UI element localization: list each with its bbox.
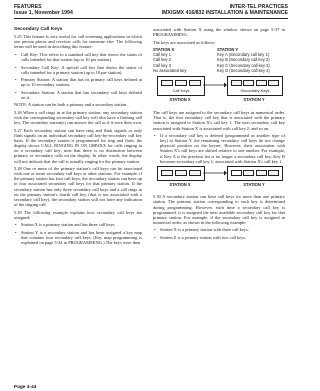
station-x-keyset — [157, 76, 205, 96]
bullet-deleted-key: • If a secondary call key is deleted (programmed as another type of key) at Station Y, the remaining secondary call keys do not change physical position on the keyset. However, their association with Station X's call keys are shifted relative to one another. For example, if Key A is the previous list is no longer a secondary call key, Key B becomes secondary call key 1, associated with Station X's call key 1. — [153, 133, 285, 164]
station-y-keyset — [227, 76, 283, 96]
paragraph-continued: associated with Station X using the window shown on page 5-37 in PROGRAMMING. — [153, 27, 285, 38]
call-key — [189, 170, 201, 176]
secondary-key-row — [231, 170, 279, 176]
bullet-secondary-station: • Secondary Station: A station that has secondary call keys defined on it. — [14, 90, 142, 100]
association-arrow-icon — [203, 81, 227, 89]
paragraph-5-27: 5.27 Each secondary station can have ring and flash signals or only flash signals on an individual secondary call key-by-secondary call key basis. If the secondary station is programmed for ring and flash, the display shows CALL RINGING IN ON GRP#XX for calls ringing in on a secondary call key; note that there is no distinction between primary or secondary calls on the display. In other words, the display will not indicate that the call is actually ringing for the primary station. — [14, 127, 142, 164]
paragraph-5-26: 5.26 When a call rings in at the primary station, any secondary station with the corresponding secondary call key will also have a flashing call key. The secondary station(s) can answer the call as if it were their own. — [14, 109, 142, 126]
secondary-key-row — [231, 80, 279, 86]
header-section-title: FEATURES — [14, 4, 42, 10]
paragraph-5-28: 5.28 One or more of the primary station's call keys can be associated with one or more secondary call keys at other stations. For example, if the primary station has four call keys, the secondary station can have up to four associated secondary call keys for that primary station. If the secondary station has only three secondary call keys and a call rings in on the primary station's fourth call key (that is not associated with a secondary call key), the secondary station will not have any indication of the ringing call. — [14, 165, 142, 208]
station-y-header: STATION Y — [217, 47, 239, 53]
paragraph-keys-associated: The keys are associated as follows: — [153, 39, 216, 45]
station-x-cell: Call key 2 — [153, 57, 171, 63]
station-x-header: STATION X — [153, 47, 175, 53]
secondary-keys-label: Secondary Keys — [240, 88, 270, 94]
station-x-keyset — [157, 166, 205, 181]
call-key — [175, 80, 187, 86]
header-right — [162, 5, 288, 16]
secondary-call-key — [268, 80, 279, 86]
station-x-cell: Call key 1 — [153, 52, 171, 58]
header-issue: Issue 1, November 1994 — [14, 9, 73, 16]
bullet-station-x-primary: • Station X is a primary station with three call keys. — [153, 227, 285, 232]
note: NOTE: A station can be both a primary and a secondary station. — [14, 102, 128, 108]
station-y-keyset — [227, 166, 283, 181]
call-key — [175, 170, 187, 176]
station-x-label: STATION X — [169, 182, 191, 188]
key-association-figure-2 — [153, 166, 285, 190]
station-x-label: STATION X — [169, 97, 191, 103]
call-key — [189, 80, 201, 86]
bullet-call-key: • Call Key: This refers to a standard call key that shows the status of calls intended for that station (up to 10 per station). — [14, 52, 142, 62]
station-key-table — [153, 47, 285, 73]
secondary-call-key — [256, 80, 267, 86]
secondary-call-key — [231, 80, 242, 86]
header-left — [14, 5, 73, 16]
header-manual-title: IMX/GMX 416/832 INSTALLATION & MAINTENANCE — [161, 9, 288, 16]
station-table-row — [153, 68, 285, 73]
paragraph-5-29: 5.29 The following example explains how secondary call keys are assigned: — [14, 209, 142, 220]
section-heading: Secondary Call Keys — [14, 27, 63, 32]
key-association-figure-1 — [153, 76, 285, 106]
paragraph-5-30: 5.30 A secondary station can have call keys for more than one primary station. The primary station corresponding to each key is determined during programming. However, each time a secondary call key is programmed, it is assigned the next available secondary call key for that primary station. For example, if the secondary call key is assigned in numerical order, as shown in the following example: — [153, 194, 285, 226]
station-y-cell: Key D (Secondary call key 4) — [217, 67, 270, 73]
paragraph-numerical-order: The call keys are assigned to the secondary call keys in numerical order. That is, the first secondary call key that is associated with the primary station is assigned to Station X's call key 1. The next secondary call key associated with Station X is associated with call key 2, and so on. — [153, 110, 285, 131]
call-key-row — [161, 170, 201, 176]
bullet-station-z-primary: • Station Z is a primary station with two call keys. — [153, 235, 285, 240]
call-key — [161, 170, 173, 176]
association-arrow-icon — [203, 169, 227, 177]
station-x-cell: Call key 3 — [153, 62, 171, 68]
deleted-key — [231, 170, 242, 176]
call-key-row — [161, 80, 201, 86]
secondary-call-key — [256, 170, 267, 176]
station-y-cell: Key A (Secondary call key 1) — [217, 52, 270, 58]
station-y-label: STATION Y — [243, 182, 265, 188]
bullet-station-x: • Station X is a primary station and has three call keys. — [14, 222, 142, 227]
bullet-station-y: • Station Y is a secondary station and has been assigned a key map that contains four secondary call keys. (Key map programming is explained on page 5-44 in PROGRAMMING.) The keys were then — [14, 230, 142, 245]
header-practice-title: INTER-TEL PRACTICES — [229, 4, 288, 10]
bullet-secondary-call-key: • Secondary Call Key: A special call key that shows the status of calls intended for a primary station (up to 10 per station). — [14, 65, 142, 75]
left-column — [14, 27, 142, 247]
station-y-cell: Key C (Secondary call key 3) — [217, 62, 270, 68]
secondary-call-key — [268, 170, 279, 176]
call-key — [161, 80, 173, 86]
bullet-primary-station: • Primary Station: A station that has its primary call keys defined at up to 10 secondary stations. — [14, 77, 142, 87]
station-x-cell: No associated key — [153, 67, 187, 73]
page-number: Page 4-44 — [14, 385, 37, 390]
right-column — [153, 27, 285, 242]
call-keys-label: Call Keys — [172, 88, 190, 94]
secondary-call-key — [243, 80, 254, 86]
station-y-label: STATION Y — [243, 97, 265, 103]
station-y-cell: Key B (Secondary call key 2) — [217, 57, 270, 63]
paragraph-5-25: 5.25 This feature is very useful for call screening applications in which one person places and receives calls for someone else. The following terms will be used in describing this feature: — [14, 34, 142, 50]
secondary-call-key — [243, 170, 254, 176]
header-rule — [14, 18, 288, 19]
